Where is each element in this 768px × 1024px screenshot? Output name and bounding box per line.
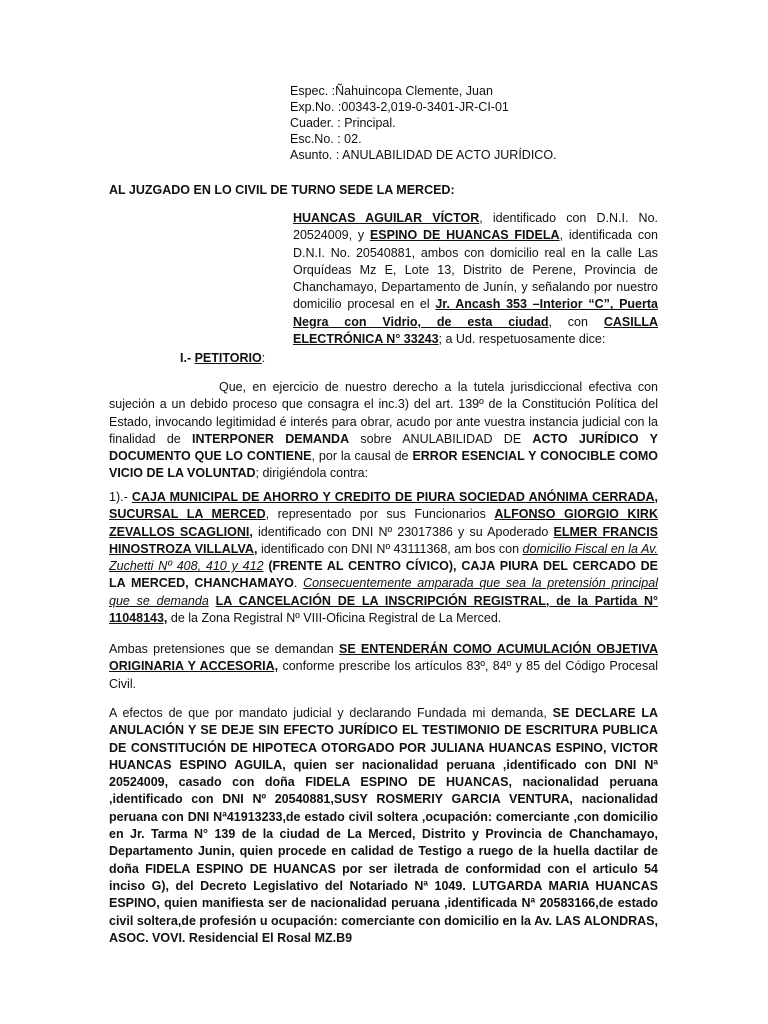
petitorio-text-3: , por la causal de bbox=[311, 449, 413, 464]
petitorio-act: ACTO JURÍDICO Y DOCUMENTO QUE LO CONTIENE bbox=[109, 431, 658, 464]
procedural-address: Jr. Ancash 353 –Interior “C”, Puerta Negra con Vidrio, de esta ciudad bbox=[293, 297, 658, 329]
item-number: 1).- bbox=[109, 490, 132, 504]
petitorio-text-4: ; dirigiéndola contra: bbox=[255, 466, 369, 481]
section-number: I.- bbox=[180, 351, 195, 365]
petitorio-cause: ERROR ESENCIAL Y CONOCIBLE COMO VICIO DE LA VOLUNTAD bbox=[109, 449, 659, 481]
section-title: PETITORIO bbox=[194, 351, 262, 365]
case-header bbox=[290, 83, 710, 163]
party-2-name: ESPINO DE HUANCAS FIDELA bbox=[369, 228, 560, 243]
header-espec: Espec. :Ñahuincopa Clemente, Juan bbox=[290, 84, 493, 98]
item-text-7: de la Zona Registral Nº VIII-Oficina Registral de La Merced. bbox=[167, 611, 502, 626]
parties-paragraph bbox=[293, 210, 658, 348]
official-2-name: ELMER FRANCIS HINOSTROZA VILLALVA, bbox=[109, 524, 658, 556]
ambas-text-2: conforme prescribe los artículos 83º, 84º y 85 del Código Procesal Civil. bbox=[109, 659, 658, 691]
item-text-6 bbox=[209, 594, 216, 608]
parties-end: ; a Ud. respetuosamente dice: bbox=[438, 332, 606, 347]
accumulation-claim: SE ENTENDERÁN COMO ACUMULACIÓN OBJETIVA ORIGINARIA Y ACCESORIA, bbox=[109, 642, 658, 674]
ambas-text-1: Ambas pretensiones que se demandan bbox=[109, 642, 339, 656]
annulment-request: SE DECLARE LA ANULACIÓN Y SE DEJE SIN EFECTO JURÍDICO EL TESTIMONIO DE ESCRITURA PUBLICA DE CONSTITUCIÓN DE HIPOTECA OTORGADO POR JULIANA HUANCAS ESPINO, VICTOR HUANCAS ESPINO AGUILA, quien ser nacionalidad peruana ,identificado con DNI Nª 20524009, casado con doña FIDELA ESPINO DE HUANCAS, nacionalidad peruana ,identificado con DNI Nº 20540881,SUSY ROSMERIY GARCIA VENTURA, nacionalidad peruana con DNI Nª41913233,de estado civil soltera ,ocupación: comerciante ,con domicilio en Jr. Tarma N° 139 de la ciudad de La Merced, Distrito y Provincia de Chanchamayo, Departamento Junin, quien procede en calidad de Testigo a ruego de la huella dactilar de doña FIDELA ESPINO DE HUANCAS por ser iletrada de conformidad con el articulo 54 inciso G), del Decreto Legislativo del Notariado Nª 1049. LUTGARDA MARIA HUANCAS ESPINO, quien manifiesta ser de nacionalidad peruana ,identificada Nª 20583166,de estado civil soltera,de profesión u ocupación: comerciante con domicilio en la Av. LAS ALONDRAS, ASOC. VOVI. Residencial El Rosal MZ.B9 bbox=[109, 706, 659, 945]
defendant-entity: CAJA MUNICIPAL DE AHORRO Y CREDITO DE PIURA SOCIEDAD ANÓNIMA CERRADA, SUCURSAL LA MERCED bbox=[109, 490, 658, 522]
defendant-paragraph bbox=[109, 489, 658, 627]
accumulation-paragraph bbox=[109, 641, 658, 693]
addressee-heading: AL JUZGADO EN LO CIVIL DE TURNO SEDE LA MERCED: bbox=[109, 183, 455, 197]
cancellation-claim: LA CANCELACIÓN DE LA INSCRIPCIÓN REGISTRAL, de la Partida N° 11048143, bbox=[109, 593, 658, 626]
item-text-5: . bbox=[293, 576, 304, 591]
header-asunto: Asunto. : ANULABILIDAD DE ACTO JURÍDICO. bbox=[290, 148, 557, 162]
official-1-name: ALFONSO GIORGIO KIRK ZEVALLOS SCAGLIONI, bbox=[109, 507, 658, 539]
section-heading bbox=[180, 351, 265, 365]
petitorio-paragraph bbox=[109, 379, 658, 483]
parties-con: , con bbox=[548, 314, 604, 329]
item-text-1: , representado por sus Funcionarios bbox=[265, 507, 495, 522]
petitorio-text-1: Que, en ejercicio de nuestro derecho a la tutela jurisdiccional efectiva con sujeción a un debido proceso que consagra el inc.3) del art. 139º de la Constitución Política del Estado, invocando legitimidad é interés para obrar, acudo por ante vuestra instancia judicial con la finalidad de bbox=[109, 380, 658, 446]
consequently-clause: Consecuentemente amparada que sea la pretensión principal que se demanda bbox=[109, 576, 658, 608]
party-1-name: HUANCAS AGUILAR VÍCTOR bbox=[293, 211, 480, 225]
petitorio-text-2: sobre ANULABILIDAD DE bbox=[349, 431, 533, 446]
item-text-3: identificado con DNI Nº 43111368, am bos con bbox=[257, 541, 523, 556]
party-2-text: , identificada con D.N.I. No. 20540881, ambos con domicilio real en la calle Las Orquídeas Mz E, Lote 13, Distrito de Perene, Provincia de Chanchamayo, Departamento de Junín, y señalando por nuestro domicilio procesal en el bbox=[293, 228, 659, 312]
header-esc: Esc.No. : 02. bbox=[290, 132, 362, 146]
section-colon: : bbox=[261, 351, 266, 365]
header-exp: Exp.No. :00343-2,019-0-3401-JR-CI-01 bbox=[290, 100, 509, 114]
item-text-2: identificado con DNI Nº 23017386 y su Apoderado bbox=[252, 524, 554, 539]
effects-paragraph bbox=[109, 705, 658, 947]
party-1-text: , identificado con D.N.I. No. 20524009, y bbox=[293, 211, 659, 243]
electronic-box: CASILLA ELECTRÓNICA N° 33243 bbox=[293, 314, 658, 347]
fiscal-address: domicilio Fiscal en la Av. Zuchetti Nº 408, 410 y 412 bbox=[109, 541, 658, 574]
header-cuader: Cuader. : Principal. bbox=[290, 116, 396, 130]
petitorio-demand: INTERPONER DEMANDA bbox=[192, 431, 350, 446]
effects-text-1: A efectos de que por mandato judicial y declarando Fundada mi demanda, bbox=[109, 706, 553, 720]
address-landmark: (FRENTE AL CENTRO CÍVICO), CAJA PIURA DEL CERCADO DE LA MERCED, CHANCHAMAYO bbox=[109, 559, 658, 591]
